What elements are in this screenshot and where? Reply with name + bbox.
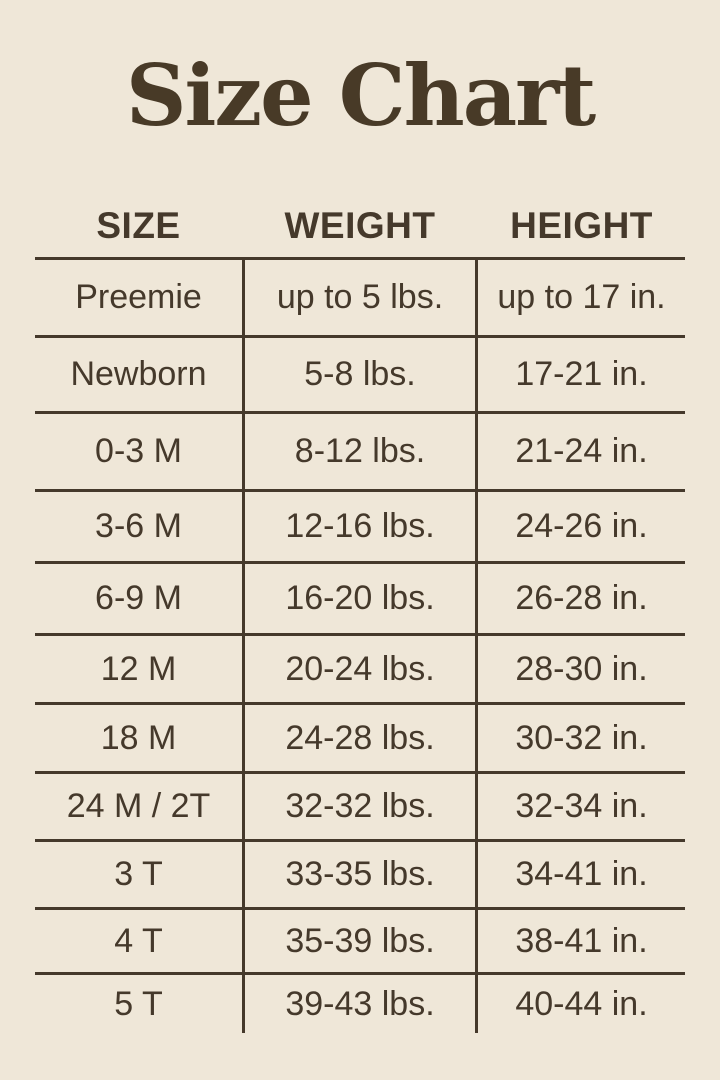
size-cell: 4 T (114, 921, 163, 960)
size-cell: 6-9 M (95, 579, 182, 617)
weight-cell: 39-43 lbs. (242, 975, 478, 1033)
size-cell: 0-3 M (95, 432, 182, 470)
table-row (35, 702, 685, 771)
height-cell: 40-44 in. (515, 984, 648, 1023)
size-table-body (35, 257, 685, 1033)
table-row (35, 561, 685, 633)
height-cell: 34-41 in. (515, 855, 648, 893)
size-cell: 3-6 M (95, 507, 182, 545)
weight-cell: 33-35 lbs. (242, 842, 478, 907)
weight-cell: 16-20 lbs. (242, 564, 478, 633)
table-row (35, 335, 685, 411)
column-header-height: HEIGHT (510, 205, 653, 246)
table-row (35, 411, 685, 489)
height-cell: 24-26 in. (515, 507, 648, 545)
table-row (35, 839, 685, 907)
height-cell: 38-41 in. (515, 921, 648, 960)
table-row (35, 972, 685, 1033)
size-cell: Preemie (75, 278, 202, 316)
table-row (35, 489, 685, 561)
page-title: Size Chart (125, 46, 595, 145)
weight-cell: 5-8 lbs. (242, 338, 478, 411)
size-cell: 18 M (100, 718, 177, 757)
size-cell: 12 M (100, 649, 177, 688)
table-row (35, 771, 685, 839)
weight-cell: 20-24 lbs. (242, 636, 478, 702)
weight-cell: 24-28 lbs. (242, 705, 478, 771)
table-row (35, 633, 685, 702)
height-cell: 32-34 in. (515, 787, 648, 825)
size-cell: 24 M / 2T (66, 787, 211, 825)
size-cell: 5 T (114, 984, 163, 1023)
weight-cell: 35-39 lbs. (242, 910, 478, 972)
weight-cell: up to 5 lbs. (242, 260, 478, 335)
weight-cell: 8-12 lbs. (242, 414, 478, 489)
table-header-row (35, 194, 685, 258)
table-row (35, 907, 685, 972)
size-cell: Newborn (70, 355, 207, 393)
height-cell: 26-28 in. (515, 579, 648, 617)
column-header-size: SIZE (96, 205, 181, 246)
height-cell: up to 17 in. (497, 278, 666, 316)
height-cell: 30-32 in. (515, 718, 648, 757)
weight-cell: 32-32 lbs. (242, 774, 478, 839)
column-header-weight: WEIGHT (284, 205, 436, 246)
height-cell: 28-30 in. (515, 649, 648, 688)
height-cell: 17-21 in. (515, 355, 648, 393)
table-row (35, 257, 685, 335)
height-cell: 21-24 in. (515, 432, 648, 470)
size-cell: 3 T (114, 855, 163, 893)
weight-cell: 12-16 lbs. (242, 492, 478, 561)
